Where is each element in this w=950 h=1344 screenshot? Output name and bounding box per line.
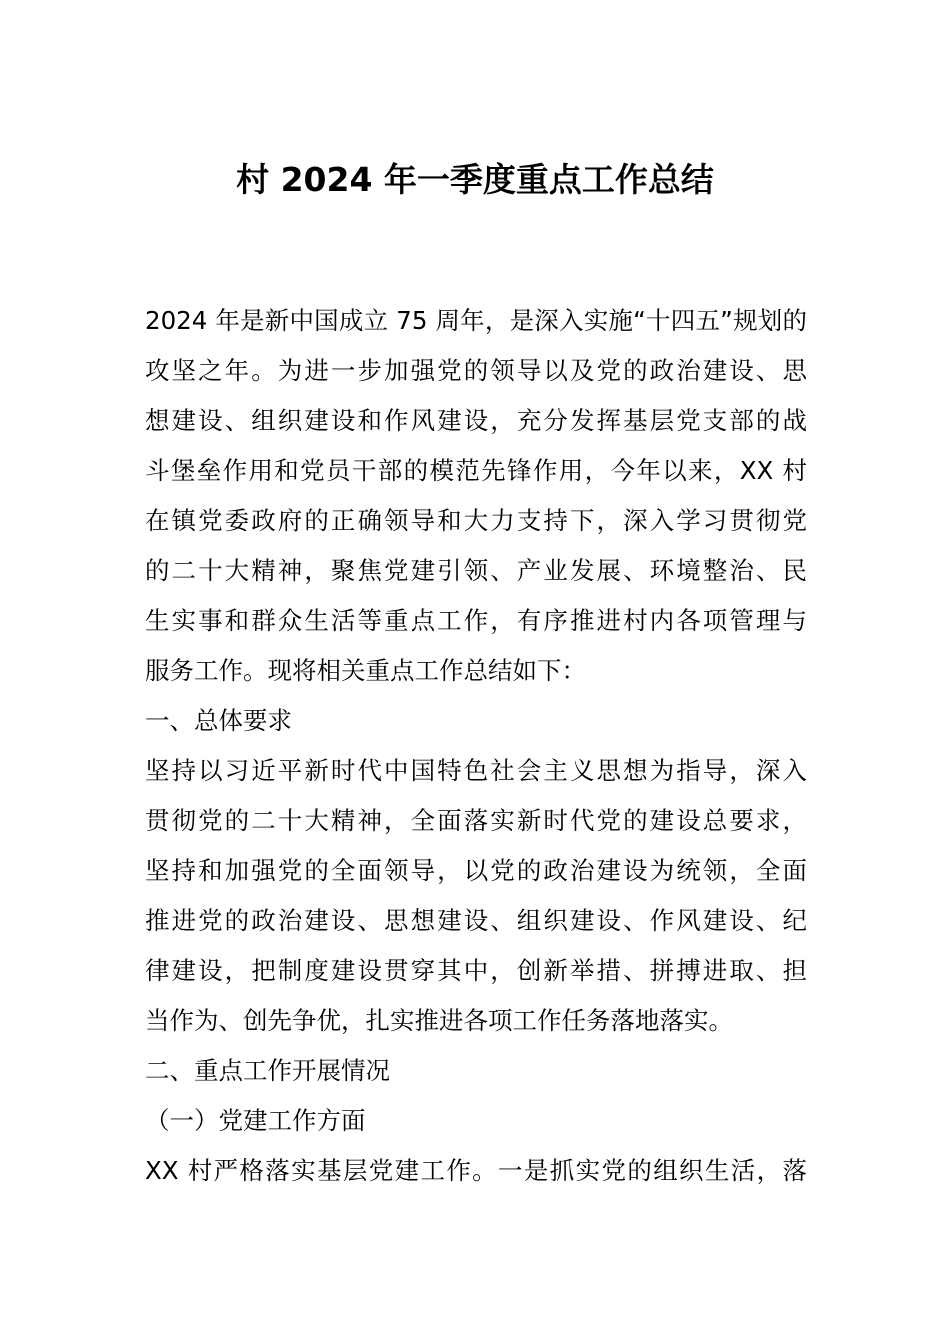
- paragraph-line: 斗堡垒作用和党员干部的模范先锋作用，今年以来，XX 村: [145, 456, 807, 485]
- paragraph-line: XX 村严格落实基层党建工作。一是抓实党的组织生活，落: [145, 1156, 807, 1185]
- paragraph-line: 推进党的政治建设、思想建设、组织建设、作风建设、纪: [145, 906, 807, 935]
- section-heading: 二、重点工作开展情况: [145, 1056, 390, 1085]
- paragraph-line: 服务工作。现将相关重点工作总结如下：: [145, 656, 586, 685]
- paragraph-line: 在镇党委政府的正确领导和大力支持下，深入学习贯彻党: [145, 506, 807, 535]
- paragraph-line: 的二十大精神，聚焦党建引领、产业发展、环境整治、民: [145, 556, 807, 585]
- section-heading: 一、总体要求: [145, 706, 292, 735]
- paragraph-line: 贯彻党的二十大精神，全面落实新时代党的建设总要求，: [145, 806, 807, 835]
- document-body: [145, 296, 807, 1196]
- paragraph-line: 当作为、创先争优，扎实推进各项工作任务落地落实。: [145, 1006, 733, 1035]
- paragraph-line: 攻坚之年。为进一步加强党的领导以及党的政治建设、思: [145, 356, 807, 385]
- subsection-heading: （一）党建工作方面: [145, 1106, 366, 1135]
- paragraph-line: 坚持和加强党的全面领导，以党的政治建设为统领，全面: [145, 856, 807, 885]
- paragraph-line: 想建设、组织建设和作风建设，充分发挥基层党支部的战: [145, 406, 807, 435]
- document-title: 村 2024 年一季度重点工作总结: [236, 160, 714, 199]
- paragraph-line: 2024 年是新中国成立 75 周年，是深入实施“十四五”规划的: [145, 306, 807, 335]
- paragraph-line: 律建设，把制度建设贯穿其中，创新举措、拼搏进取、担: [145, 956, 807, 985]
- paragraph-line: 坚持以习近平新时代中国特色社会主义思想为指导，深入: [145, 756, 807, 785]
- paragraph-line: 生实事和群众生活等重点工作，有序推进村内各项管理与: [145, 606, 807, 635]
